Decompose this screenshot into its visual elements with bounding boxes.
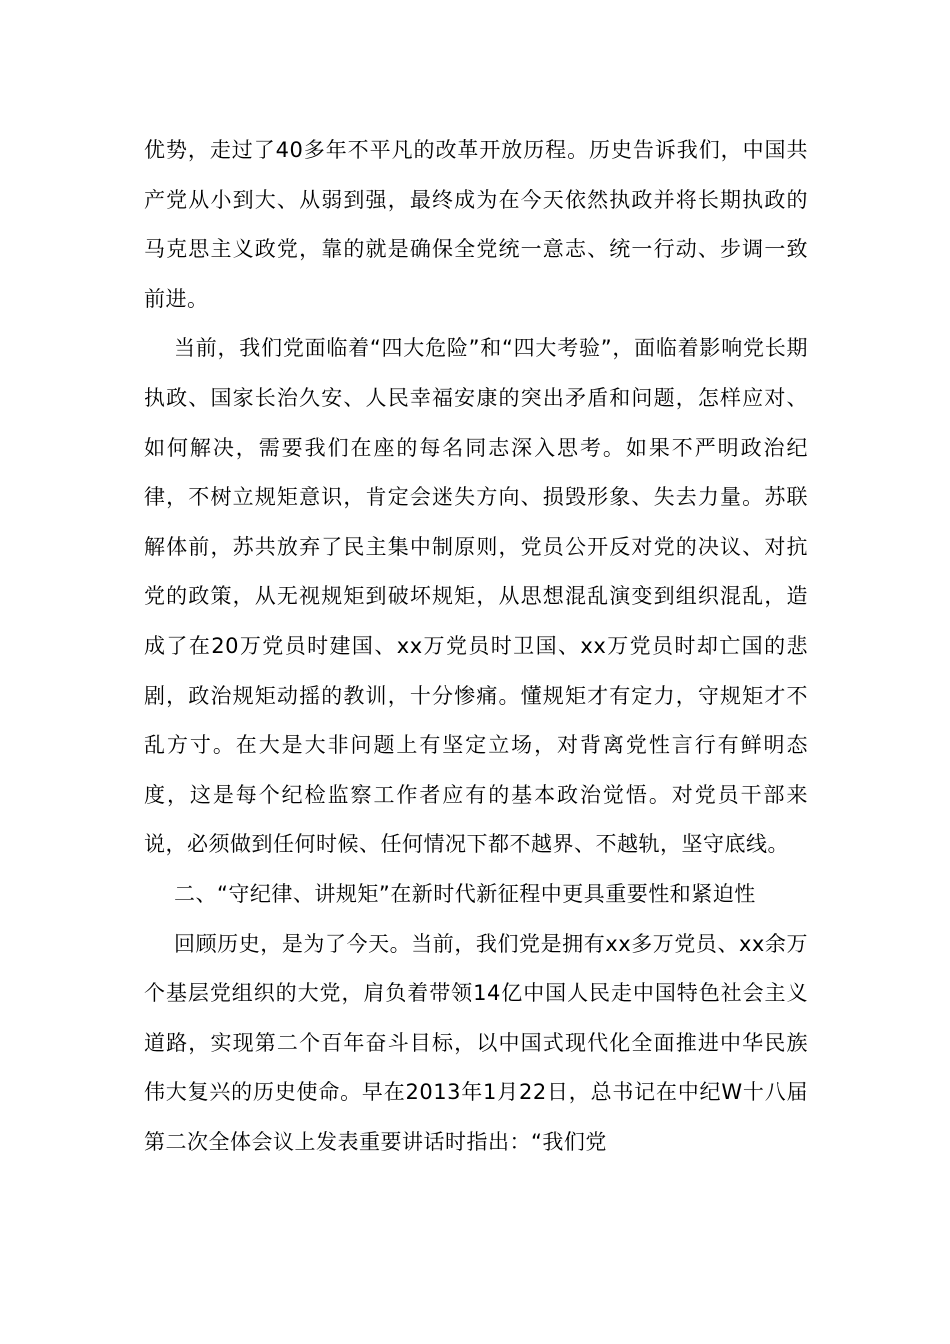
paragraph-1: 优势，走过了40多年不平凡的改革开放历程。历史告诉我们，中国共产党从小到大、从弱到强，最终成为在今天依然执政并将长期执政的马克思主义政党，靠的就是确保全党统一意志、统一行动、步调一致前进。: [144, 138, 808, 311]
paragraph-2: 当前，我们党面临着“四大危险”和“四大考验”，面临着影响党长期执政、国家长治久安、人民幸福安康的突出矛盾和问题，怎样应对、如何解决，需要我们在座的每名同志深入思考。如果不严明政治纪律，不树立规矩意识，肯定会迷失方向、损毁形象、失去力量。苏联解体前，苏共放弃了民主集中制原则，党员公开反对党的决议、对抗党的政策，从无视规矩到破坏规矩，从思想混乱演变到组织混乱，造成了在20万党员时建国、xx万党员时卫国、xx万党员时却亡国的悲剧，政治规矩动摇的教训，十分惨痛。懂规矩才有定力，守规矩才不乱方寸。在大是大非问题上有坚定立场，对背离党性言行有鲜明态度，这是每个纪检监察工作者应有的基本政治觉悟。对党员干部来说，必须做到任何时候、任何情况下都不越界、不越轨，坚守底线。: [144, 336, 808, 857]
paragraph-3: 回顾历史，是为了今天。当前，我们党是拥有xx多万党员、xx余万个基层党组织的大党，肩负着带领14亿中国人民走中国特色社会主义道路，实现第二个百年奋斗目标，以中国式现代化全面推进中华民族伟大复兴的历史使命。早在2013年1月22日，总书记在中纪W十八届第二次全体会议上发表重要讲话时指出：“我们党: [144, 931, 808, 1154]
section-heading-2: 二、“守纪律、讲规矩”在新时代新征程中更具重要性和紧迫性: [174, 881, 756, 906]
document-body: [144, 126, 808, 1167]
